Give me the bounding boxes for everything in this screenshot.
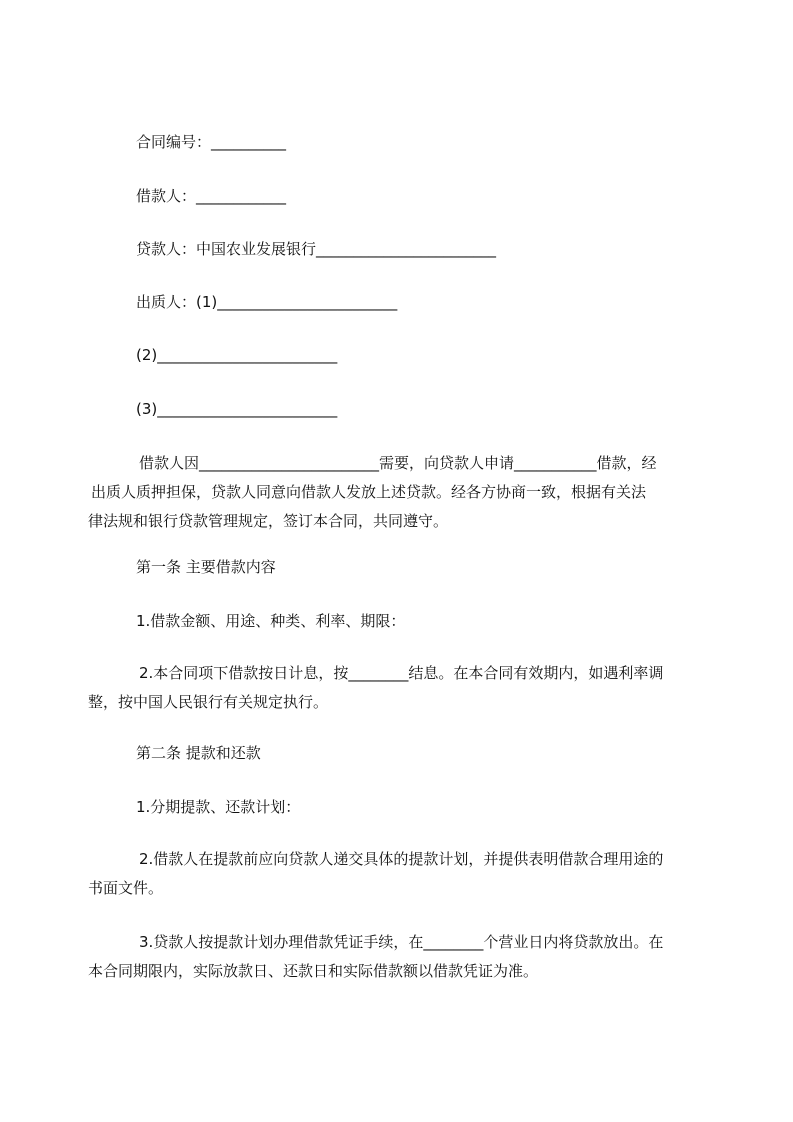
contract-number-field: 合同编号：__________ — [136, 133, 287, 151]
article-2-item-2-line-2: 书面文件。 — [88, 879, 164, 897]
article-1-item-2-line-2: 整，按中国人民银行有关规定执行。 — [88, 693, 329, 711]
preamble-paragraph — [88, 449, 718, 536]
lender-field: 贷款人：中国农业发展银行________________________ — [136, 240, 497, 258]
preamble-line-3: 律法规和银行贷款管理规定，签订本合同，共同遵守。 — [88, 512, 449, 530]
pledgor-field-2: (2)________________________ — [136, 346, 338, 364]
article-1-title: 第一条 主要借款内容 — [136, 558, 276, 576]
borrower-field: 借款人：____________ — [136, 187, 287, 205]
article-2-item-1: 1.分期提款、还款计划： — [136, 798, 301, 816]
article-1-item-2-line-1: 2.本合同项下借款按日计息，按________结息。在本合同有效期内，如遇利率调 — [139, 664, 664, 682]
article-1-item-1: 1.借款金额、用途、种类、利率、期限： — [136, 612, 406, 630]
pledgor-field-3: (3)________________________ — [136, 400, 338, 418]
article-2-item-3 — [88, 928, 718, 986]
preamble-line-2: 出质人质押担保，贷款人同意向借款人发放上述贷款。经各方协商一致，根据有关法 — [91, 483, 647, 501]
article-2-item-3-line-1: 3.贷款人按提款计划办理借款凭证手续，在________个营业日内将贷款放出。在 — [139, 933, 664, 951]
pledgor-field-1: 出质人：(1)________________________ — [136, 293, 398, 311]
article-2-item-2-line-1: 2.借款人在提款前应向贷款人递交具体的提款计划，并提供表明借款合理用途的 — [139, 850, 664, 868]
article-1-item-2 — [88, 659, 718, 717]
article-2-item-2 — [88, 845, 718, 903]
article-2-item-3-line-2: 本合同期限内，实际放款日、还款日和实际借款额以借款凭证为准。 — [88, 962, 539, 980]
article-2-title: 第二条 提款和还款 — [136, 744, 261, 762]
preamble-line-1: 借款人因________________________需要，向贷款人申请___________借款，经 — [139, 454, 657, 472]
